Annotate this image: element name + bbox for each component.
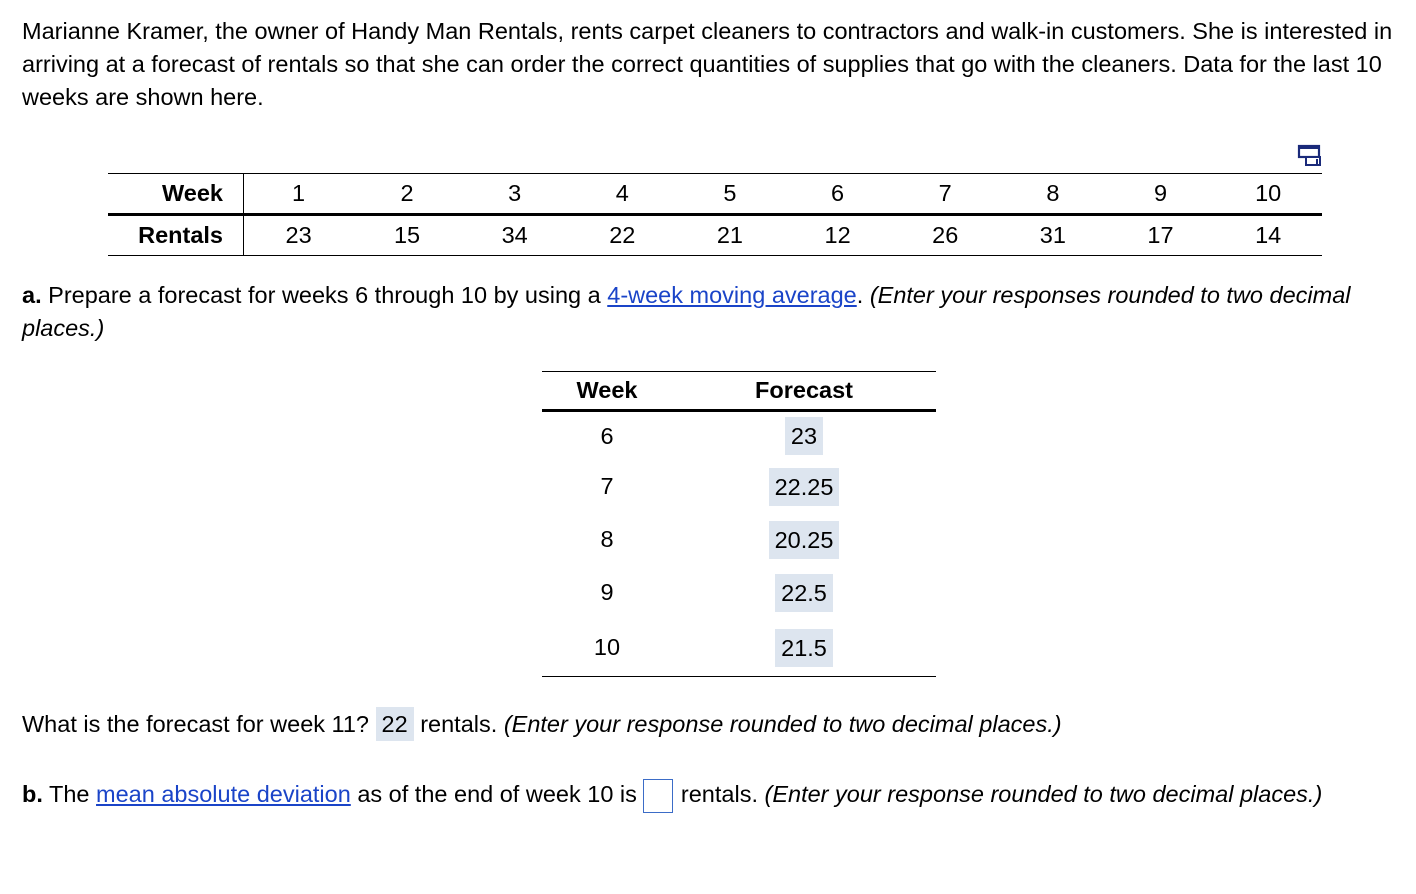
week-cell: 7 (891, 174, 999, 215)
forecast-week: 9 (600, 579, 614, 605)
rentals-cell: 34 (461, 215, 569, 256)
rentals-cell: 22 (568, 215, 676, 256)
rentals-row-label: Rentals (108, 215, 244, 256)
week-row-label: Week (108, 174, 244, 215)
rentals-cell: 17 (1107, 215, 1215, 256)
forecast-answer[interactable]: 23 (785, 417, 823, 455)
part-a-text: Prepare a forecast for weeks 6 through 10 by using a (48, 282, 608, 308)
week-cell: 2 (353, 174, 461, 215)
week-header: Week (542, 372, 672, 411)
rentals-data-table (108, 173, 1322, 256)
week-11-instruction: (Enter your response rounded to two decimal places.) (503, 711, 1062, 737)
week-cell: 3 (461, 174, 569, 215)
rentals-cell: 14 (1214, 215, 1322, 256)
forecast-row (542, 411, 936, 461)
week-cell: 4 (568, 174, 676, 215)
week-cell: 8 (999, 174, 1107, 215)
week-11-unit: rentals. (420, 711, 498, 737)
forecast-week: 7 (600, 473, 614, 499)
part-b-instruction: (Enter your response rounded to two decimal places.) (764, 781, 1323, 807)
week-cell: 5 (676, 174, 784, 215)
forecast-week: 8 (600, 526, 614, 552)
forecast-row (542, 460, 936, 513)
rentals-cell: 31 (999, 215, 1107, 256)
week-row (108, 174, 1322, 215)
part-a-text-after: . (856, 282, 870, 308)
rentals-cell: 15 (353, 215, 461, 256)
mean-absolute-deviation-link[interactable]: mean absolute deviation (96, 781, 351, 807)
rentals-cell: 21 (676, 215, 784, 256)
week-11-answer[interactable]: 22 (376, 707, 414, 741)
forecast-header: Forecast (672, 372, 936, 411)
forecast-row (542, 566, 936, 619)
forecast-answer[interactable]: 20.25 (769, 521, 840, 559)
mad-answer-input[interactable] (643, 779, 673, 813)
rentals-cell: 23 (244, 215, 354, 256)
week-cell: 9 (1107, 174, 1215, 215)
rentals-cell: 12 (784, 215, 892, 256)
part-b-question (22, 775, 1402, 813)
part-a-label: a. (22, 282, 42, 308)
part-b-text: The (49, 781, 97, 807)
week-11-text: What is the forecast for week 11? (22, 711, 370, 737)
forecast-week: 6 (600, 422, 614, 449)
rentals-row (108, 215, 1322, 256)
forecast-answer[interactable]: 22.5 (775, 574, 833, 612)
forecast-week: 10 (542, 619, 672, 677)
forecast-answer[interactable]: 21.5 (775, 629, 833, 667)
part-b-text-after: as of the end of week 10 is (350, 781, 637, 807)
week-cell: 10 (1214, 174, 1322, 215)
part-a-question (22, 279, 1402, 345)
week-cell: 6 (784, 174, 892, 215)
moving-average-link[interactable]: 4-week moving average (607, 282, 857, 308)
part-b-unit: rentals. (680, 781, 758, 807)
week-cell: 1 (244, 174, 354, 215)
forecast-row (542, 513, 936, 566)
problem-intro: Marianne Kramer, the owner of Handy Man Rentals, rents carpet cleaners to contractors and walk-in customers. She is interested in arriving at a forecast of rentals so that she can order the correct quantities of supplies that go with the cleaners. Data for the last 10 weeks are shown here. (22, 18, 1393, 110)
forecast-table (542, 371, 936, 677)
part-b-label: b. (22, 781, 43, 807)
part-a-instruction: (Enter your responses rounded to two decimal places.) (22, 282, 1351, 341)
forecast-header-row (542, 372, 936, 411)
copy-icon[interactable] (1297, 143, 1325, 167)
week-11-question (22, 706, 1062, 742)
forecast-answer[interactable]: 22.25 (769, 468, 840, 506)
rentals-cell: 26 (891, 215, 999, 256)
forecast-row (542, 619, 936, 677)
